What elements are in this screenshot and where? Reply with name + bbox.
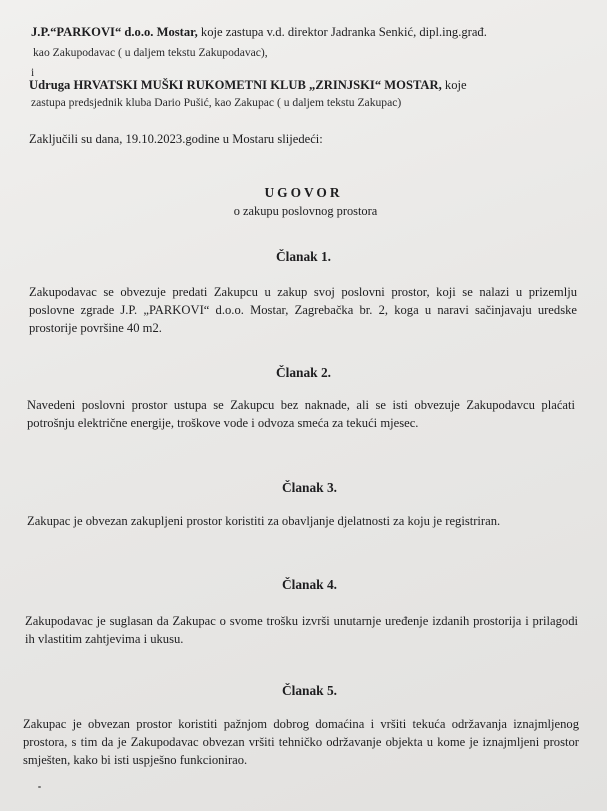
document-subtitle: o zakupu poslovnog prostora [233, 204, 378, 218]
document-title: UGOVOR [264, 185, 343, 200]
concluded-line: Zaključili su dana, 19.10.2023.godine u Mostaru slijedeći: [29, 132, 323, 146]
article-2-heading: Članak 2. [275, 365, 332, 380]
conjunction: i [31, 66, 35, 79]
article-1-heading: Članak 1. [275, 249, 332, 264]
article-1-text: Zakupodavac se obvezuje predati Zakupcu u zakup svoj poslovni prostor, koji se nalazi u prizemlju poslovne zgrade J.P. „PARKOVI“ d.o.o. Mostar, Zagrebačka br. 2, koga u naravi sačinjavaju uredske prostorije površine 40 m2. [29, 285, 577, 335]
party1-line [31, 24, 487, 41]
party1-name: J.P.“PARKOVI“ d.o.o. Mostar, [31, 25, 198, 39]
party1-representative: koje zastupa v.d. direktor Jadranka Senkić, dipl.ing.građ. [197, 25, 487, 39]
party1-role: kao Zakupodavac ( u daljem tekstu Zakupodavac), [33, 46, 268, 59]
article-3-heading: Članak 3. [281, 480, 338, 495]
article-4-text: Zakupodavac je suglasan da Zakupac o svome trošku izvrši unutarnje uređenje izdanih prostorija i prilagodi ih vlastitim zahtjevima i ukusu. [25, 614, 578, 646]
party2-name: HRVATSKI MUŠKI RUKOMETNI KLUB „ZRINJSKI“ MOSTAR, [73, 78, 442, 92]
party2-line [29, 77, 467, 94]
article-5-text: Zakupac je obvezan prostor koristiti pažnjom dobrog domaćina i vršiti tekuća održavanja iznajmljenog prostora, s tim da je Zakupodavac obvezan vršiti tehničko održavanje objekta u kome je iznajmljeni prostor smješten, kako bi isti uspješno funkcionirao. [23, 717, 579, 767]
paper-speck [38, 786, 41, 788]
party2-prefix: Udruga [29, 78, 74, 92]
article-2-text: Navedeni poslovni prostor ustupa se Zakupcu bez naknade, ali se isti obvezuje Zakupodavcu plaćati potrošnju električne energije, troškove vode i odvoza smeća za tekući mjesec. [27, 398, 575, 430]
party2-role: zastupa predsjednik kluba Dario Pušić, kao Zakupac ( u daljem tekstu Zakupac) [31, 96, 402, 109]
article-4-heading: Članak 4. [281, 577, 338, 592]
party2-rest: koje [441, 78, 467, 92]
article-5-heading: Članak 5. [281, 683, 338, 698]
article-3-text: Zakupac je obvezan zakupljeni prostor koristiti za obavljanje djelatnosti za koju je registriran. [27, 514, 501, 528]
